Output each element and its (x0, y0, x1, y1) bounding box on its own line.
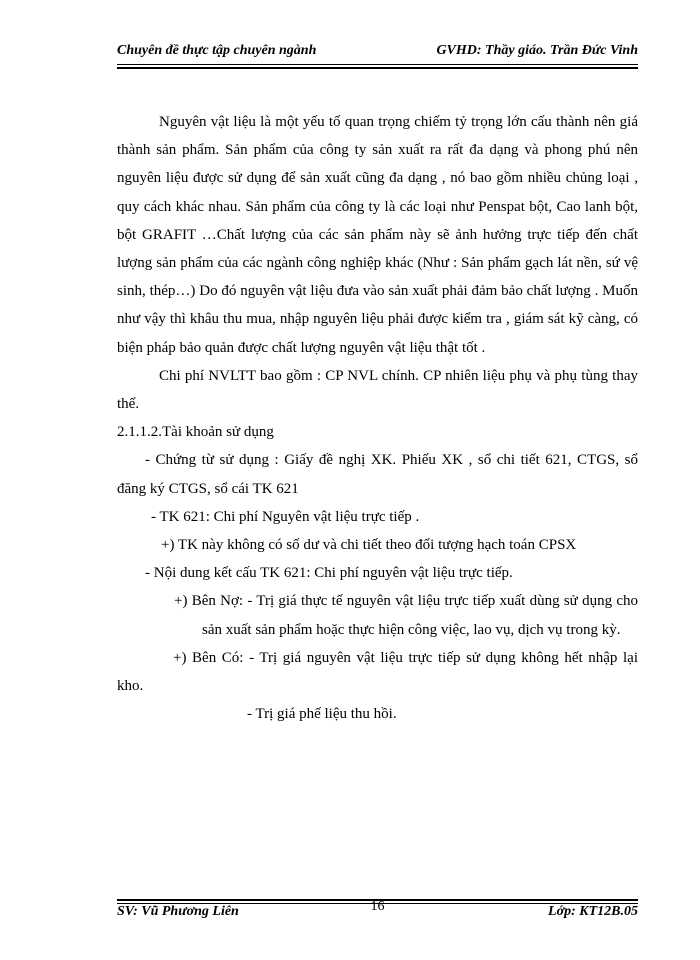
debit-side: +) Bên Nợ: - Trị giá thực tế nguyên vật liệu trực tiếp xuất dùng sử dụng cho sản xuất sản phẩm hoặc thực hiện công việc, lao vụ, dịch vụ trong kỳ. (174, 593, 638, 638)
bullet-structure: - Nội dung kết cấu TK 621: Chi phí nguyên vật liệu trực tiếp. (145, 565, 513, 582)
paragraph-intro: Nguyên vật liệu là một yếu tố quan trọng chiếm tỷ trọng lớn cấu thành nên giá thành sản phẩm. Sản phẩm của công ty sản xuất ra rất đa dạng và phong phú nên nguyên liệu được sử dụng để sản xuất cũng đa dạng , nó bao gồm nhiều chủng loại , quy cách khác nhau. Sản phẩm của công ty là các loại như Penspat bột, Cao lanh bột, bột GRAFIT …Chất lượng của các sản phẩm này sẽ ảnh hưởng trực tiếp đến chất lượng sản phẩm của các ngành công nghiệp khác (Như : Sản phẩm gạch lát nền, sứ vệ sinh, thép…) Do đó nguyên vật liệu đưa vào sản xuất phải đảm bảo chất lượng . Muốn như vậy thì khâu thu mua, nhập nguyên liệu phải được kiểm tra , giám sát kỹ càng, có biện pháp bảo quản được chất lượng nguyên vật liệu thật tốt . (117, 114, 638, 356)
bullet-documents: - Chứng từ sử dụng : Giấy đề nghị XK. Phiếu XK , sổ chi tiết 621, CTGS, sổ đăng ký CTGS, sổ cái TK 621 (117, 452, 638, 497)
header-rule-thin (117, 64, 638, 65)
section-heading: 2.1.1.2.Tài khoản sử dụng (117, 424, 274, 441)
paragraph-cost-components: Chi phí NVLTT bao gồm : CP NVL chính. CP nhiên liệu phụ và phụ tùng thay thế. (117, 367, 638, 413)
bullet-account-621: - TK 621: Chi phí Nguyên vật liệu trực tiếp . (151, 508, 420, 525)
page-header (117, 40, 638, 62)
header-course-title: Chuyên đề thực tập chuyên ngành (117, 43, 317, 58)
page-number: 16 (370, 899, 385, 914)
header-rule-thick (117, 67, 638, 69)
page-footer (117, 899, 638, 924)
bullet-no-balance: +) TK này không có số dư và chi tiết theo đối tượng hạch toán CPSX (161, 537, 577, 554)
scrap-recovery: - Trị giá phế liệu thu hồi. (247, 706, 397, 723)
header-supervisor: GVHD: Thầy giáo. Trần Đức Vinh (436, 43, 638, 58)
footer-student: SV: Vũ Phương Liên (117, 904, 239, 919)
footer-class: Lớp: KT12B.05 (548, 904, 638, 919)
document-body (117, 108, 638, 728)
credit-side: +) Bên Có: - Trị giá nguyên vật liệu trực tiếp sử dụng không hết nhập lại kho. (117, 649, 638, 695)
